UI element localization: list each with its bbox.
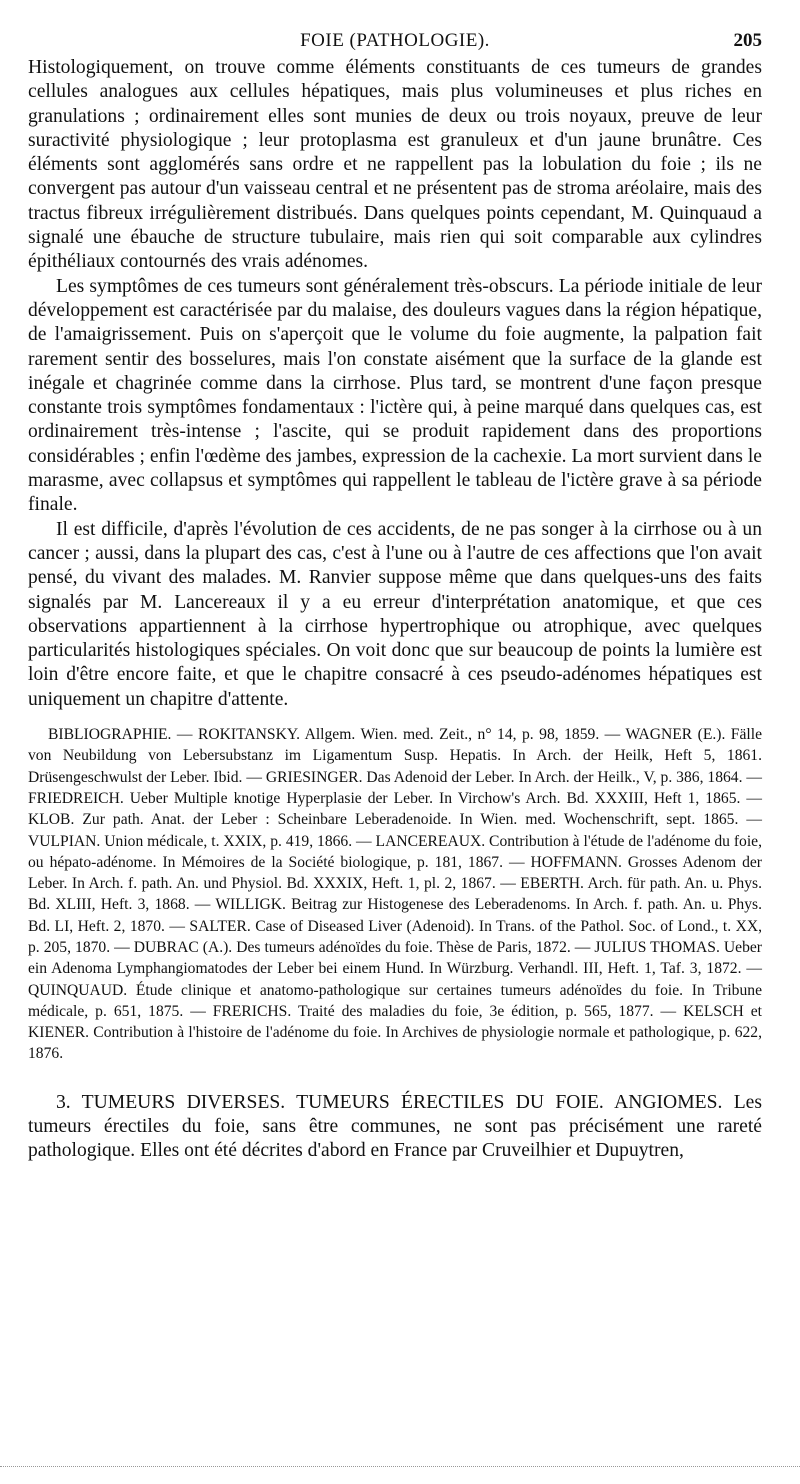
- page-number: 205: [733, 30, 762, 51]
- bibliography: BIBLIOGRAPHIE. — ROKITANSKY. Allgem. Wien. med. Zeit., n° 14, p. 98, 1859. — WAGNER (E.). Fälle von Neubildung von Lebersubstanz im Ligamentum Susp. Hepatis. In Arch. der Heilk, Heft 5, 1861. Drüsengeschwulst der Leber. Ibid. — GRIESINGER. Das Adenoid der Leber. In Arch. der Heilk., V, p. 386, 1864. — FRIEDREICH. Ueber Multiple knotige Hyperplasie der Leber. In Virchow's Arch. Bd. XXXIII, Heft 1, 1865. — KLOB. Zur path. Anat. der Leber : Scheinbare Leberadenoide. In Wien. med. Wochenschrift, sept. 1865. — VULPIAN. Union médicale, t. XXIX, p. 419, 1866. — LANCEREAUX. Contribution à l'étude de l'adénome du foie, ou hépato-adénome. In Mémoires de la Société biologique, p. 181, 1867. — HOFFMANN. Grosses Adenom der Leber. In Arch. f. path. An. und Physiol. Bd. XXXIX, Heft. 1, pl. 2, 1867. — EBERTH. Arch. für path. An. u. Phys. Bd. XLIII, Heft. 3, 1868. — WILLIGK. Beitrag zur Histogenese des Leberadenoms. In Arch. f. path. An. u. Phys. Bd. LI, Heft. 2, 1870. — SALTER. Case of Diseased Liver (Adenoid). In Trans. of the Pathol. Soc. of Lond., t. XX, p. 205, 1870. — DUBRAC (A.). Des tumeurs adénoïdes du foie. Thèse de Paris, 1872. — JULIUS THOMAS. Ueber ein Adenoma Lymphangiomatodes der Leber bei einem Hund. In Würzburg. Verhandl. III, Heft. 1, Taf. 3, 1872. — QUINQUAUD. Étude clinique et anatomo-pathologique sur certaines tumeurs adénoïdes du foie. In Tribune médicale, p. 651, 1875. — FRERICHS. Traité des maladies du foie, 3e édition, p. 565, 1877. — KELSCH et KIENER. Contribution à l'histoire de l'adénome du foie. In Archives de physiologie normale et pathologique, p. 622, 1876.: [28, 726, 762, 1063]
- document-page: [28, 0, 762, 1164]
- section-tumeurs-diverses: 3. TUMEURS DIVERSES. TUMEURS ÉRECTILES DU FOIE. ANGIOMES. Les tumeurs érectiles du foie, sans être communes, ne sont pas précisément une rareté pathologique. Elles ont été décrites d'abord en France par Cruveilhier et Dupuytren,: [28, 1091, 762, 1162]
- running-title: FOIE (PATHOLOGIE).: [300, 30, 490, 51]
- page-header: [28, 0, 762, 56]
- paragraph-histology: Histologiquement, on trouve comme éléments constituants de ces tumeurs de grandes cellules analogues aux cellules hépatiques, mais plus volumineuses et plus riches en granulations ; ordinairement elles sont munies de deux ou trois noyaux, preuve de leur suractivité physiologique ; leur protoplasma est granuleux et d'un jaune brunâtre. Ces éléments sont agglomérés sans ordre et ne rappellent pas la lobulation du foie ; ils ne convergent pas autour d'un vaisseau central et ne présentent pas de stroma aréolaire, mais des tractus fibreux irrégulièrement distribués. Dans quelques points cependant, M. Quinquaud a signalé une ébauche de structure tubulaire, mais rien qui soit comparable aux cylindres épithéliaux contournés des vrais adénomes.: [28, 57, 762, 273]
- footer-rule: [0, 1466, 800, 1467]
- paragraph-diagnosis: Il est difficile, d'après l'évolution de ces accidents, de ne pas songer à la cirrhose ou à un cancer ; aussi, dans la plupart des cas, c'est à l'une ou à l'autre de ces affections que l'on avait pensé, du vivant des malades. M. Ranvier suppose même que dans quelques-uns des faits signalés par M. Lancereaux il y a eu erreur d'interprétation anatomique, et que ces observations appartiennent à la cirrhose hypertrophique ou atrophique, avec quelques particularités histologiques spéciales. On voit donc que sur beaucoup de points la lumière est loin d'être encore faite, et que le chapitre consacré à ces pseudo-adénomes hépatiques est uniquement un chapitre d'attente.: [28, 518, 762, 710]
- paragraph-symptoms: Les symptômes de ces tumeurs sont généralement très-obscurs. La période initiale de leur développement est caractérisée par du malaise, des douleurs vagues dans la région hépatique, de l'amaigrissement. Puis on s'aperçoit que le volume du foie augmente, la palpation fait rarement sentir des bosselures, mais l'on constate aisément que la surface de la glande est inégale et chagrinée comme dans la cirrhose. Plus tard, se montrent d'une façon presque constante trois symptômes fondamentaux : l'ictère qui, à peine marqué dans quelques cas, est ordinairement très-intense ; l'ascite, qui se produit rapidement dans des proportions considérables ; enfin l'œdème des jambes, expression de la cachexie. La mort survient dans le marasme, avec collapsus et symptômes qui rappellent le tableau de l'ictère grave à sa période finale.: [28, 275, 762, 516]
